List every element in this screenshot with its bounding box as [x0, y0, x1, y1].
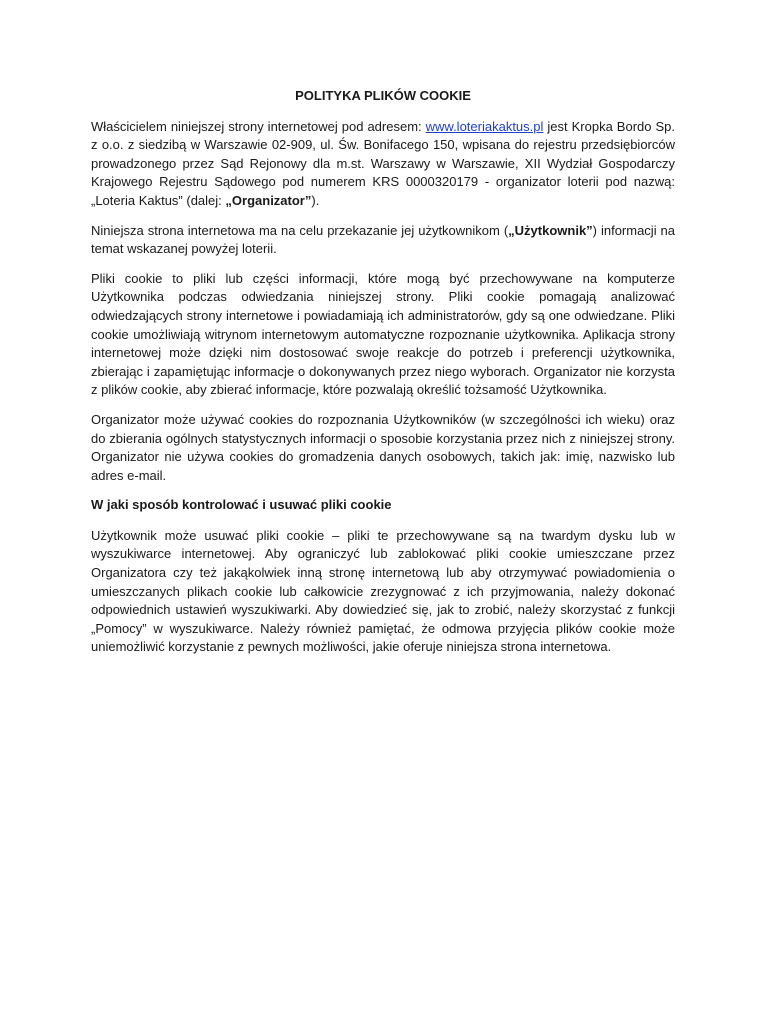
paragraph-text: Pliki cookie to pliki lub części informacji, które mogą być przechowywane na komputerze Użytkownika podczas odwiedzania niniejszej strony. Pliki cookie pomagają analizować odwiedzających strony internetowe i powiadamiają ich administratorów, gdy są one odwiedzane. Pliki cookie umożliwiają witrynom internetowym automatyczne rozpoznanie użytkownika. Aplikacja strony internetowej może dzięki nim dostosować swoje reakcje do potrzeb i preferencji użytkownika, zbierając i zapamiętując informacje o dokonywanych przez niego wyborach. Organizator nie korzysta z plików cookie, aby zbierać informacje, które pozwalają określić tożsamość Użytkownika.	[91, 270, 675, 398]
bold-text: „Użytkownik”	[508, 222, 593, 238]
section-heading: W jaki sposób kontrolować i usuwać pliki cookie	[91, 497, 392, 513]
paragraph-purpose	[91, 222, 675, 259]
paragraph-cookie-usage	[91, 411, 675, 485]
paragraph-text: Organizator może używać cookies do rozpoznania Użytkowników (w szczególności ich wieku) oraz do zbierania ogólnych statystycznych informacji o sposobie korzystania przez nich z niniejszej strony. Organizator nie używa cookies do gromadzenia danych osobowych, takich jak: imię, nazwisko lub adres e-mail.	[91, 411, 675, 483]
paragraph-text: ).	[311, 192, 320, 208]
paragraph-text: Niniejsza strona internetowa ma na celu przekazanie jej użytkownikom (	[91, 222, 509, 238]
paragraph-cookie-definition	[91, 270, 675, 400]
document-title: POLITYKA PLIKÓW COOKIE	[295, 88, 471, 103]
paragraph-text: ) informacji na temat wskazanej powyżej loterii.	[91, 222, 676, 257]
paragraph-owner	[91, 118, 675, 211]
intro-paragraphs	[91, 118, 675, 486]
paragraph-cookie-control	[91, 527, 675, 657]
paragraph-text: jest Kropka Bordo Sp. z o.o. z siedzibą w Warszawie 02-909, ul. Św. Bonifacego 150, wpisana do rejestru przedsiębiorców prowadzonego przez Sąd Rejonowy dla m.st. Warszawy w Warszawie, XII Wydział Gospodarczy Krajowego Rejestru Sądowego pod numerem KRS 0000320179 - organizator loterii pod nazwą: „Loteria Kaktus” (dalej:	[91, 118, 675, 208]
paragraph-text: Właścicielem niniejszej strony internetowej pod adresem:	[91, 118, 426, 134]
section-paragraphs	[91, 527, 675, 657]
website-link[interactable]: www.loteriakaktus.pl	[425, 118, 544, 134]
paragraph-text: Użytkownik może usuwać pliki cookie – pliki te przechowywane są na twardym dysku lub w wyszukiwarce internetowej. Aby ograniczyć lub zablokować pliki cookie umieszczane przez Organizatora czy też jakąkolwiek inną stronę internetową lub aby otrzymywać powiadomienia o umieszczanych plikach cookie lub całkowicie zrezygnować z ich przyjmowania, należy dokonać odpowiednich ustawień wyszukiwarki. Aby dowiedzieć się, jak to zrobić, należy skorzystać z funkcji „Pomocy” w wyszukiwarce. Należy również pamiętać, że odmowa przyjęcia plików cookie może uniemożliwić korzystanie z pewnych możliwości, jakie oferuje niniejsza strona internetowa.	[91, 527, 675, 655]
bold-text: „Organizator”	[225, 192, 312, 208]
